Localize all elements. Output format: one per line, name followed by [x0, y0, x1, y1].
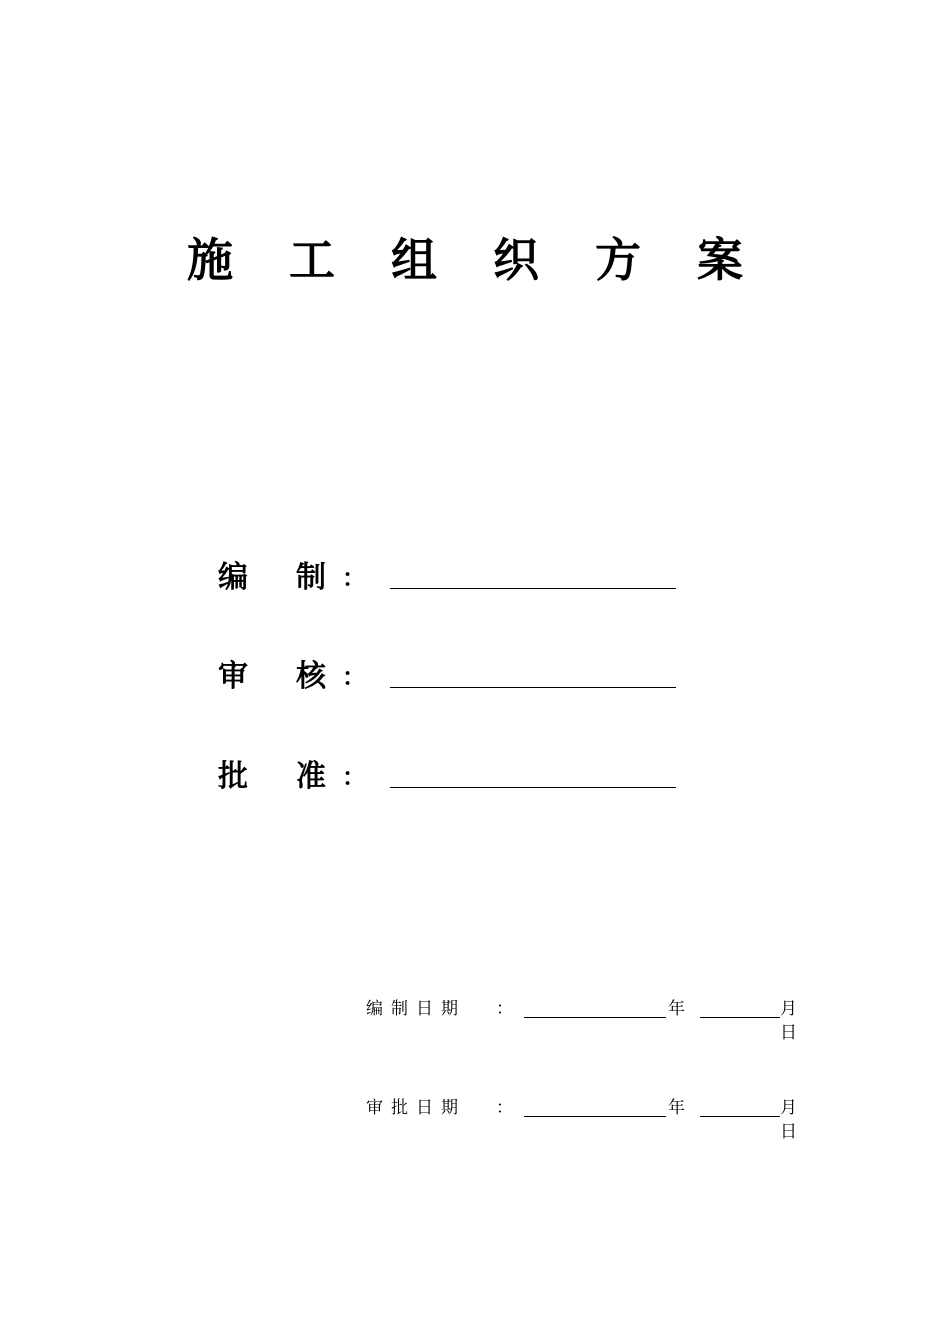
date-colon: ：	[496, 1098, 513, 1118]
signature-colon: ：	[342, 662, 366, 691]
signature-label-char: 批	[218, 759, 248, 794]
day-char: 日	[780, 1023, 797, 1043]
signature-label-char: 核	[296, 659, 326, 694]
page-title: 施 工 组 织 方 案	[186, 233, 764, 287]
day-char: 日	[780, 1122, 797, 1142]
signature-label-char: 编	[218, 560, 248, 595]
year-char: 年	[668, 1098, 685, 1118]
date-label: 审批日期	[366, 1098, 466, 1118]
year-blank-line	[524, 1017, 666, 1018]
month-blank-line	[700, 1017, 780, 1018]
signature-row-approved	[218, 757, 688, 797]
signature-colon: ：	[342, 762, 366, 791]
month-char: 月	[780, 999, 797, 1019]
year-blank-line	[524, 1116, 666, 1117]
signature-label-char: 准	[296, 759, 326, 794]
signature-blank-line	[390, 787, 676, 788]
signature-label-char: 审	[218, 659, 248, 694]
signature-blank-line	[390, 687, 676, 688]
date-row-approved	[366, 1097, 806, 1147]
signature-row-reviewed	[218, 657, 688, 697]
date-label: 编制日期	[366, 999, 466, 1019]
date-colon: ：	[496, 999, 513, 1019]
signature-blank-line	[390, 588, 676, 589]
month-blank-line	[700, 1116, 780, 1117]
year-char: 年	[668, 999, 685, 1019]
date-row-compiled	[366, 998, 806, 1048]
month-char: 月	[780, 1098, 797, 1118]
signature-row-compiled	[218, 558, 688, 598]
signature-label-char: 制	[296, 560, 326, 595]
signature-colon: ：	[342, 563, 366, 592]
